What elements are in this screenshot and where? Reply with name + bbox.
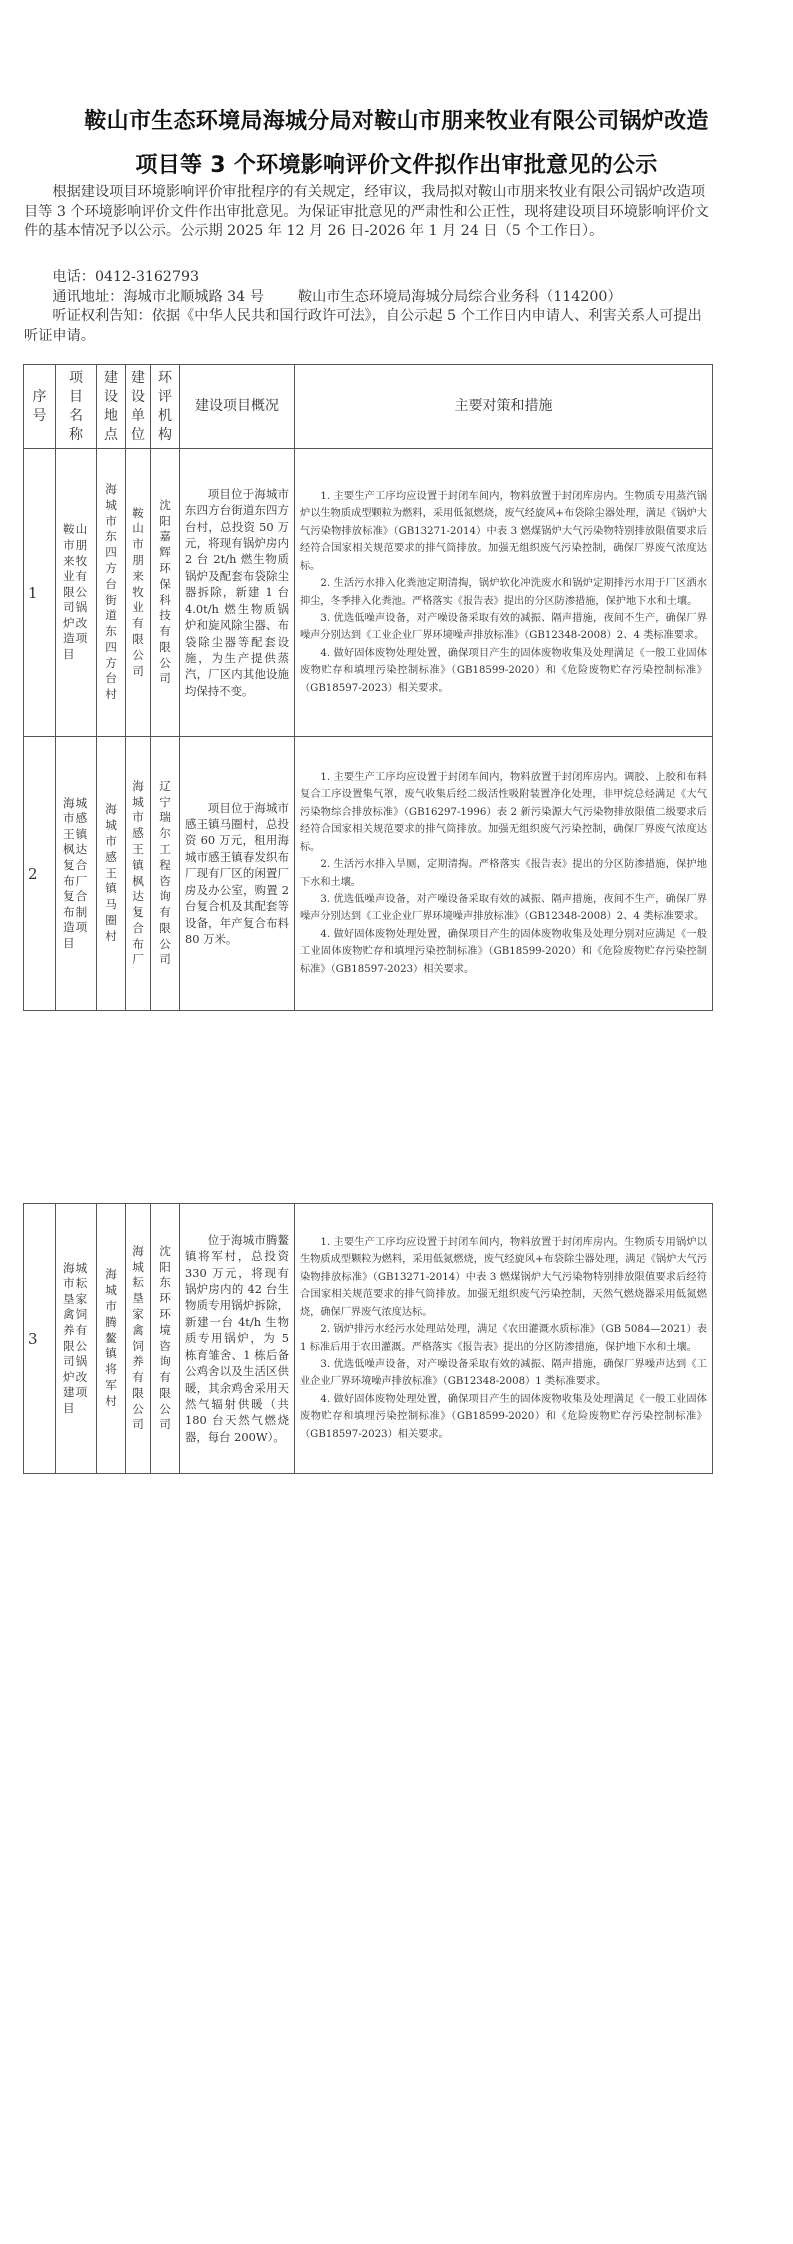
row-measures: [295, 449, 713, 737]
row-project-name: 鞍山市朋来牧业有限公司锅炉改造项目: [56, 449, 97, 737]
measure-item: 1. 主要生产工序均应设置于封闭车间内，物料放置于封闭库房内。调胶、上胶和布料复合工序设置集气罩，废气收集后经二级活性吸附装置净化处理，非甲烷总烃满足《大气污染物综合排放标准》（GB16297-1996）表 2 新污染源大气污染物排放限值二级要求后经符合国家相关规范要求的排气筒排放。加强无组织废气污染控制，确保厂界废气浓度达标。: [300, 772, 707, 853]
measure-item: 2. 生活污水排入旱厕，定期清掏。严格落实《报告表》提出的分区防渗措施，保护地下水和土壤。: [300, 859, 707, 888]
table-row: [24, 737, 713, 1011]
row-site: 海城市感王镇马圈村: [97, 737, 126, 1011]
measure-item: 2. 锅炉排污水经污水处理站处理，满足《农田灌溉水质标准》（GB 5084—2021）表 1 标准后用于农田灌溉。严格落实《报告表》提出的分区防渗措施，保护地下水和土壤。: [300, 1324, 707, 1353]
table-row: [24, 1204, 713, 1474]
hearing-notice: 听证权利告知：依据《中华人民共和国行政许可法》，自公示起 5 个工作日内申请人、利害关系人可提出听证申请。: [24, 308, 702, 344]
row-summary: 项目位于海城市东四方台街道东四方台村，总投资 50 万元，将现有锅炉房内 2 台 2t/h 燃生物质锅炉及配套布袋除尘器拆除，新建 1 台 4.0t/h 燃生物质锅炉和旋风除尘器、布袋除尘器等配套设施，为生产提供蒸汽，厂区内其他设施均保持不变。: [180, 449, 295, 737]
row-summary: 项目位于海城市感王镇马圈村，总投资 60 万元，租用海城市感王镇春发织布厂现有厂区的闲置厂房及办公室，购置 2 台复合机及其配套等设备，年产复合布料 80 万米。: [180, 737, 295, 1011]
row-org: 辽宁瑞尔工程咨询有限公司: [151, 737, 180, 1011]
measure-item: 1. 主要生产工序均应设置于封闭车间内，物料放置于封闭库房内。生物质专用锅炉以生物质成型颗粒为燃料，采用低氮燃烧，废气经旋风+布袋除尘器处理，满足《锅炉大气污染物排放标准》（GB13271-2014）中表 3 燃煤锅炉大气污染物特别排放限值要求后经符合国家相关规范要求的排气筒排放。加强无组织废气污染控制，天然气燃烧器采用低氮燃烧，确保厂界废气浓度达标。: [300, 1237, 707, 1318]
row-unit: 鞍山市朋来牧业有限公司: [126, 449, 151, 737]
row-no: 3: [24, 1204, 56, 1474]
measure-item: 1. 主要生产工序均应设置于封闭车间内，物料放置于封闭库房内。生物质专用蒸汽锅炉以生物质成型颗粒为燃料，采用低氮燃烧，废气经旋风+布袋除尘器处理，满足《锅炉大气污染物排放标准》（GB13271-2014）中表 3 燃煤锅炉大气污染物特别排放限值要求后经符合国家相关规范要求的排气筒排放。加强无组织废气污染控制，确保厂界废气浓度达标。: [300, 491, 707, 572]
table-header-row: [24, 365, 713, 449]
row-summary: 位于海城市腾鳌镇将军村，总投资 330 万元，将现有锅炉房内的 42 台生物质专用锅炉拆除，新建一台 4t/h 生物质专用锅炉，为 5 栋育雏舍、1 栋后备公鸡舍以及生活区供暖，其余鸡舍采用天然气辐射供暖（共 180 台天然气燃烧器，每台 200W）。: [180, 1204, 295, 1474]
row-unit: 海城耘垦家禽饲养有限公司: [126, 1204, 151, 1474]
measure-item: 3. 优选低噪声设备，对产噪设备采取有效的减振、隔声措施，夜间不生产，确保厂界噪声分别达到《工业企业厂界环境噪声排放标准》（GB12348-2008）2、4 类标准要求。: [300, 893, 707, 923]
projects-table-page-2: [23, 1203, 713, 1474]
contact-phone: 电话：0412-3162793: [52, 269, 200, 285]
row-site: 海城市东四方台街道东四方台村: [97, 449, 126, 737]
row-org: 沈阳东环环境咨询有限公司: [151, 1204, 180, 1474]
row-org: 沈阳嘉辉环保科技有限公司: [151, 449, 180, 737]
table-row: [24, 449, 713, 737]
intro-paragraph: 根据建设项目环境影响评价审批程序的有关规定，经审议，我局拟对鞍山市朋来牧业有限公司锅炉改造项目等 3 个环境影响评价文件作出审批意见。为保证审批意见的严肃性和公正性，现将建设项目环境影响评价文件的基本情况予以公示。公示期 2025 年 12 月 26 日-2026 年 1 月 24 日（5 个工作日）。: [24, 184, 709, 239]
document-title-line-2: 项目等 3 个环境影响评价文件拟作出审批意见的公示: [135, 153, 658, 178]
measure-item: 4. 做好固体废物处理处置，确保项目产生的固体废物收集及处理满足《一般工业固体废物贮存和填埋污染控制标准》（GB18599-2020）和《危险废物贮存污染控制标准》（GB18597-2023）相关要求。: [300, 647, 707, 694]
office-text: 鞍山市生态环境局海城分局综合业务科（114200）: [297, 289, 622, 305]
measure-item: 3. 优选低噪声设备，对产噪设备采取有效的减振、隔声措施，确保厂界噪声达到《工业企业厂界环境噪声排放标准》（GB12348-2008）1 类标准要求。: [300, 1358, 707, 1388]
row-project-name: 海城市感王镇枫达复合布厂复合布制造项目: [56, 737, 97, 1011]
row-measures: [295, 1204, 713, 1474]
header-name: 项目名称: [56, 365, 97, 449]
row-project-name: 海城市耘垦家禽饲养有限公司锅炉改建项目: [56, 1204, 97, 1474]
row-no: 1: [24, 449, 56, 737]
header-measures: 主要对策和措施: [295, 365, 713, 449]
header-unit: 建设单位: [126, 365, 151, 449]
header-org: 环评机构: [151, 365, 180, 449]
row-no: 2: [24, 737, 56, 1011]
row-site: 海城市腾鳌镇将军村: [97, 1204, 126, 1474]
row-measures: [295, 737, 713, 1011]
measure-item: 4. 做好固体废物处理处置，确保项目产生的固体废物收集及处理分别对应满足《一般工业固体废物贮存和填埋污染控制标准》（GB18599-2020）和《危险废物贮存污染控制标准》（GB18597-2023）相关要求。: [300, 928, 707, 975]
document-title-line-1: 鞍山市生态环境局海城分局对鞍山市朋来牧业有限公司锅炉改造: [84, 109, 709, 134]
header-summary: 建设项目概况: [180, 365, 295, 449]
projects-table-page-1: [23, 364, 713, 1011]
measure-item: 4. 做好固体废物处理处置，确保项目产生的固体废物收集及处理满足《一般工业固体废物贮存和填埋污染控制标准》（GB18599-2020）和《危险废物贮存污染控制标准》（GB18597-2023）相关要求。: [300, 1393, 707, 1440]
row-unit: 海城市感王镇枫达复合布厂: [126, 737, 151, 1011]
measure-item: 2. 生活污水排入化粪池定期清掏，锅炉软化冲洗废水和锅炉定期排污水用于厂区洒水抑尘，冬季排入化粪池。严格落实《报告表》提出的分区防渗措施，保护地下水和土壤。: [300, 578, 707, 607]
measure-item: 3. 优选低噪声设备，对产噪设备采取有效的减振、隔声措施，夜间不生产，确保厂界噪声分别达到《工业企业厂界环境噪声排放标准》（GB12348-2008）2、4 类标准要求。: [300, 612, 707, 642]
header-site: 建设地点: [97, 365, 126, 449]
address-text: 通讯地址：海城市北顺城路 34 号: [52, 289, 264, 305]
contact-address: [24, 288, 714, 308]
header-no: 序号: [24, 365, 56, 449]
